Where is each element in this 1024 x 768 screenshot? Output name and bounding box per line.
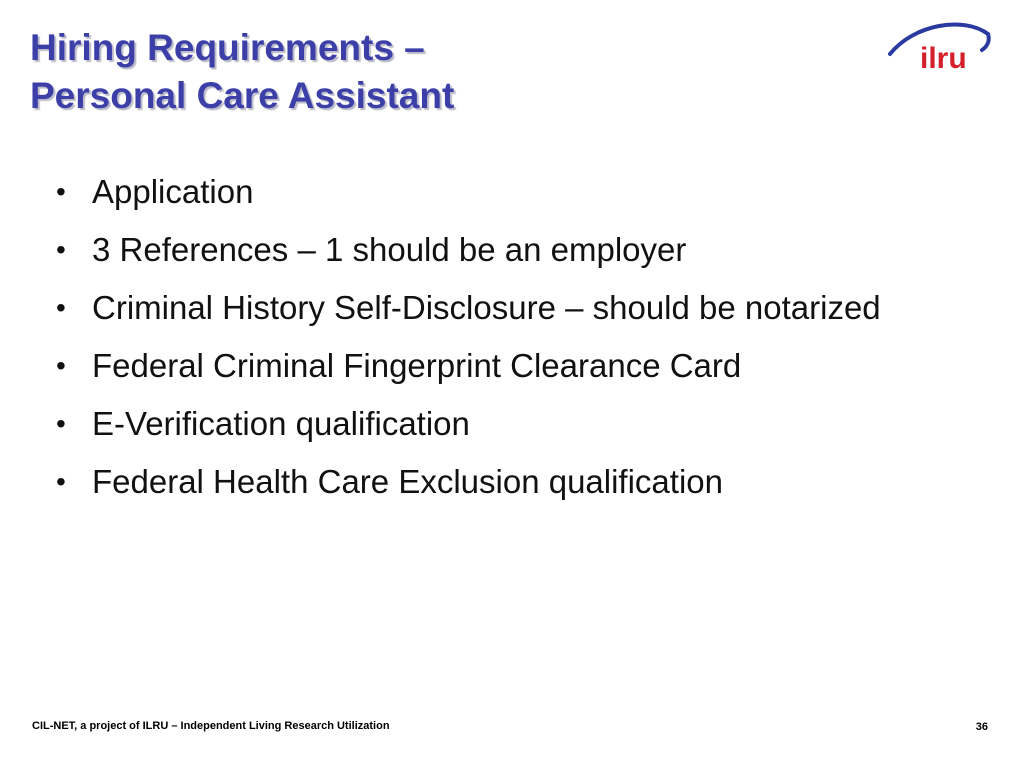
footer-text: CIL-NET, a project of ILRU – Independent Living Research Utilization bbox=[32, 720, 390, 732]
bullet-item bbox=[56, 168, 956, 215]
bullet-list bbox=[56, 168, 956, 516]
bullet-item bbox=[56, 458, 956, 505]
bullet-text: E-Verification qualification bbox=[92, 405, 470, 442]
bullet-text: Application bbox=[92, 173, 254, 210]
slide-title bbox=[30, 24, 830, 120]
bullet-item bbox=[56, 342, 956, 389]
ilru-logo bbox=[884, 16, 994, 76]
bullet-marker: • bbox=[56, 292, 66, 323]
bullet-text: Federal Criminal Fingerprint Clearance Card bbox=[92, 347, 742, 384]
bullet-text: Criminal History Self-Disclosure – should be notarized bbox=[92, 289, 881, 326]
bullet-marker: • bbox=[56, 176, 66, 207]
bullet-text: 3 References – 1 should be an employer bbox=[92, 231, 687, 268]
bullet-item bbox=[56, 284, 956, 331]
slide-title-line-1: Hiring Requirements – bbox=[30, 27, 425, 68]
bullet-item bbox=[56, 226, 956, 273]
logo-text: ilru bbox=[920, 42, 967, 75]
bullet-marker: • bbox=[56, 466, 66, 497]
bullet-item bbox=[56, 400, 956, 447]
slide-title-line-2: Personal Care Assistant bbox=[30, 75, 455, 116]
bullet-marker: • bbox=[56, 408, 66, 439]
bullet-text: Federal Health Care Exclusion qualification bbox=[92, 463, 723, 500]
bullet-marker: • bbox=[56, 234, 66, 265]
bullet-marker: • bbox=[56, 350, 66, 381]
page-number: 36 bbox=[975, 721, 988, 733]
